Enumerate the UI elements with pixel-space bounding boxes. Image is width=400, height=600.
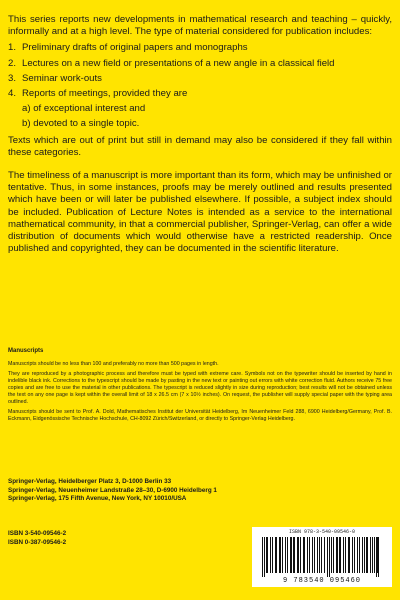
manuscripts-submission-paragraph: Manuscripts should be sent to Prof. A. Dold, Mathematisches Institut der Universität Heidelberg, Im Neuenheimer Feld 288, 6900 Heidelberg/Germany, Prof. B. Eckmann, Eidgenössische Technische Hochschule, CH-8092 Zürich/Switzerland, or directly to Springer-Verlag Heidelberg. [8,409,392,422]
barcode-bar [272,537,273,573]
barcode-bar [293,537,295,573]
barcode-bar [331,537,332,573]
list-item: 2. Lectures on a new field or presentations of a new angle in a classical field [8,57,335,69]
barcode-bar [309,537,310,573]
barcode-bar [297,537,299,573]
barcode-bar [359,537,360,573]
barcode-bar [285,537,286,573]
address-line: Springer-Verlag, Neuenheimer Landstraße 28–30, D-6900 Heidelberg 1 [8,486,217,494]
isbn-line: ISBN 3-540-09546-2 [8,530,67,537]
manuscripts-heading: Manuscripts [8,348,44,354]
barcode-bar [279,537,281,573]
barcode-bar [312,537,313,573]
intro-paragraph: This series reports new developments in mathematical research and teaching – quickly, informally and at a high level. The type of material considered for publication includes: [8,14,392,38]
isbn-line: ISBN 0-387-09546-2 [8,539,67,546]
manuscripts-section [8,348,392,426]
barcode-bar [377,537,378,573]
barcode-bar [321,537,322,573]
barcode-bars [260,537,384,577]
list-item: 3. Seminar work-outs [8,72,102,84]
barcode-bar [290,537,292,573]
address-line: Springer-Verlag, 175 Fifth Avenue, New York, NY 10010/USA [8,495,187,502]
barcode-bar [336,537,338,573]
meeting-condition-list [22,103,392,130]
barcode-bar [343,537,344,573]
barcode-bar [339,537,341,573]
barcode-bar [303,537,305,573]
barcode-bar [262,537,263,577]
manuscripts-format-paragraph: They are reproduced by a photographic process and therefore must be typed with extreme care. Symbols not on the typewriter should be inserted by hand in indelible black ink. Corrections to the typescript should be made by pasting in the new text or painting out errors with white correction fluid. Authors receive 75 free copies and are free to use the material in other publications. The typescript is reduced slightly in size during reproduction; best results will not be obtained unless the text on any one page is kept within the overall limit of 18 x 26.5 cm (7 x 10½ inches). On request, the publisher will supply special paper with the typing area outlined. [8,371,392,405]
barcode-bar [345,537,346,573]
barcode-bar [374,537,375,573]
barcode-bar [372,537,373,573]
barcode-bar [370,537,371,573]
barcode-bar [362,537,363,573]
list-item: 4. Reports of meetings, provided they are [8,88,188,100]
barcode-bar [354,537,355,573]
manuscripts-length-paragraph: Manuscripts should be no less than 100 and preferably no more than 500 pages in length. [8,361,219,367]
barcode-bar [366,537,368,573]
list-item: 1. Preliminary drafts of original papers and monographs [8,42,248,54]
barcode-bar [319,537,320,573]
barcode-bar [348,537,350,573]
barcode-bar [282,537,283,573]
barcode-bar [327,537,328,577]
material-type-list [8,42,392,100]
barcode-number: 9 783540 095460 [282,577,361,585]
barcode-bar [329,537,330,577]
isbn-block [8,529,66,547]
barcode-bar [287,537,288,573]
barcode-bar [314,537,315,573]
barcode-bar [275,537,277,573]
barcode-bar [364,537,365,573]
barcode [252,527,392,587]
series-description [8,14,392,255]
barcode-bar [324,537,325,573]
out-of-print-paragraph: Texts which are out of print but still in demand may also be considered if they fall within these categories. [8,134,392,158]
timeliness-paragraph: The timeliness of a manuscript is more important than its form, which may be unfinished or tentative. Thus, in some instances, proofs may be merely outlined and results presented which have been or will later be published elsewhere. If possible, a subject index should be included. Publication of Lecture Notes is intended as a service to the international mathematical community, in that a commercial publisher, Springer-Verlag, can offer a wide distribution of documents which would otherwise have a restricted readership. Once published and copyrighted, they can be documented in the scientific literature. [8,170,392,255]
barcode-bar [378,537,379,577]
address-line: Springer-Verlag, Heidelberger Platz 3, D-1000 Berlin 33 [8,478,172,485]
sub-list-item: b) devoted to a single topic. [22,118,140,130]
publisher-addresses [8,478,392,504]
barcode-bar [270,537,271,573]
barcode-bar [307,537,308,573]
sub-list-item: a) of exceptional interest and [22,103,146,115]
barcode-bar [264,537,265,577]
barcode-bar [376,537,377,577]
barcode-bar [317,537,318,573]
barcode-bar [333,537,334,573]
barcode-bar [266,537,268,573]
barcode-bar [352,537,353,573]
barcode-bar [300,537,301,573]
barcode-bar [357,537,358,573]
barcode-isbn-text: ISBN 978-3-540-09546-0 [288,529,355,535]
